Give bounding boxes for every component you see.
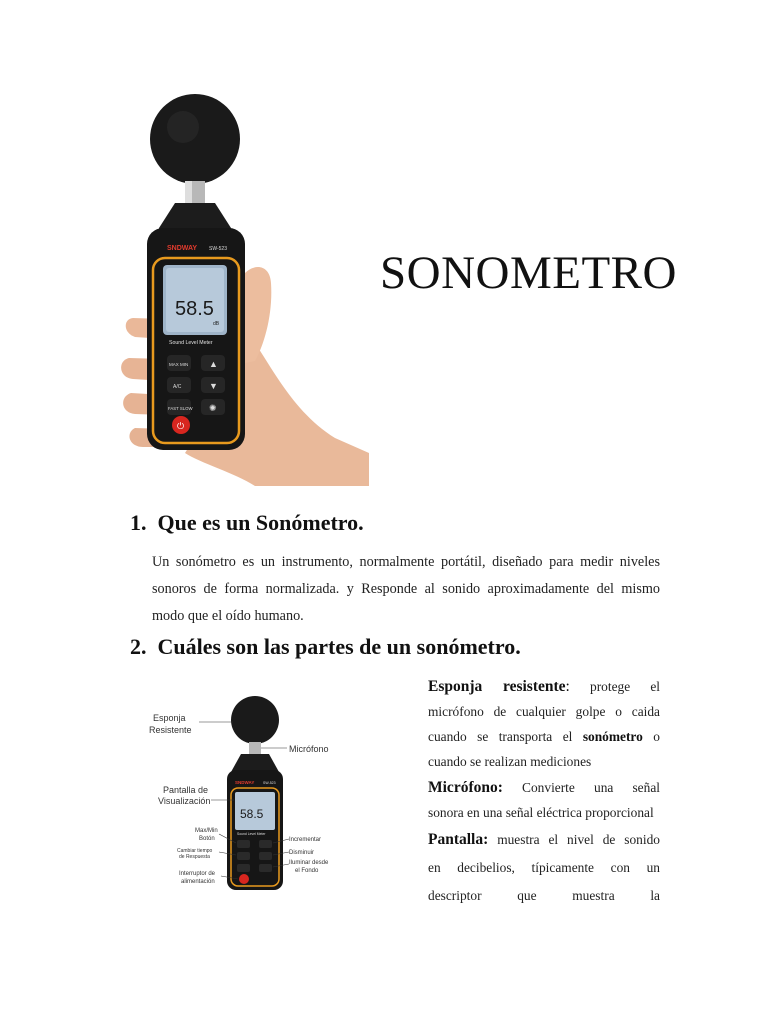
label-disminuir: Disminuir [289,850,315,856]
label-resistente: Resistente [149,725,192,735]
diagram-reading: 58.5 [240,807,264,821]
lcd-unit: dB [213,321,220,327]
section-2-heading [130,636,521,658]
section-2-title: Cuáles son las partes de un sonómetro. [157,634,521,659]
section-1-heading [130,512,364,534]
microfono-description [428,775,660,825]
label-visualizacion: Visualización [158,796,211,806]
sound-meter-photo [105,93,369,486]
diagram-device-label: Sound Level Meter [237,832,266,836]
label-pantalla: Pantalla de [163,785,209,795]
pantalla-line-3: descriptor que muestra la [428,888,660,903]
label-fondo: el Fondo [295,868,319,874]
esponja-line-4: cuando se realizan mediciones [428,754,592,769]
diagram-brand: SNDWAY [235,780,255,785]
device-label: Sound Level Meter [169,340,213,346]
svg-text:▲: ▲ [209,359,218,369]
label-microfono: Micrófono [289,744,329,754]
diagram-model: SW-523 [263,781,276,785]
lcd-reading: 58.5 [175,298,214,320]
btn-fastslow-label: FAST SLOW [168,406,193,411]
svg-text:✺: ✺ [209,403,217,413]
section-1-paragraph [152,549,660,630]
paragraph-line: sonoros de forma normalizada. y Responde al sonido aproximadamente del mismo [152,581,660,597]
label-incrementar: Incrementar [289,837,322,843]
document-title: SONOMETRO [380,247,677,299]
label-interruptor: Interruptor de [179,871,216,877]
label-cambiar: Cambiar tiempo [177,848,213,854]
svg-text:▼: ▼ [209,381,218,391]
label-iluminar: Iluminar desde [289,860,329,866]
microfono-line-2: sonora en una señal eléctrica proporcional [428,805,654,820]
brand-label: SNDWAY [167,245,198,252]
esponja-sonometro: sonómetro [582,729,643,744]
parts-diagram [137,672,373,922]
esponja-line-2: micrófono de cualquier golpe o caida [428,704,660,719]
microfono-term: Micrófono: [428,779,503,796]
microfono-line-1: Convierte una señal [522,780,660,795]
label-alimentacion: alimentación [181,879,215,885]
section-2-number: 2. [130,634,147,659]
esponja-line-3a: cuando se transporta el [428,729,573,744]
esponja-term: Esponja resistente [428,678,566,695]
pantalla-term: Pantalla: [428,831,489,848]
model-label: SW-523 [209,246,227,252]
btn-ac-label: A/C [173,384,182,390]
label-boton: Botón [199,836,215,842]
label-respuesta: de Respuesta [179,854,210,860]
label-maxmin: Max/Min [195,828,218,834]
pantalla-description [428,826,660,910]
svg-text:⏻: ⏻ [177,421,185,431]
btn-maxmin-label: MAX MIN [169,362,189,367]
section-1-title: Que es un Sonómetro. [157,510,364,535]
pantalla-line-1: muestra el nivel de sonido [497,832,660,847]
label-esponja: Esponja [153,713,186,723]
paragraph-line: modo que el oído humano. [152,608,304,624]
esponja-description [428,674,660,774]
pantalla-line-2: en decibelios, típicamente con un [428,860,660,875]
paragraph-line: Un sonómetro es un instrumento, normalmente portátil, diseñado para medir niveles [152,554,660,570]
esponja-line-3c: o [653,729,660,744]
section-1-number: 1. [130,510,147,535]
esponja-colon: : [565,678,570,695]
esponja-line-1: protege el [590,679,660,694]
